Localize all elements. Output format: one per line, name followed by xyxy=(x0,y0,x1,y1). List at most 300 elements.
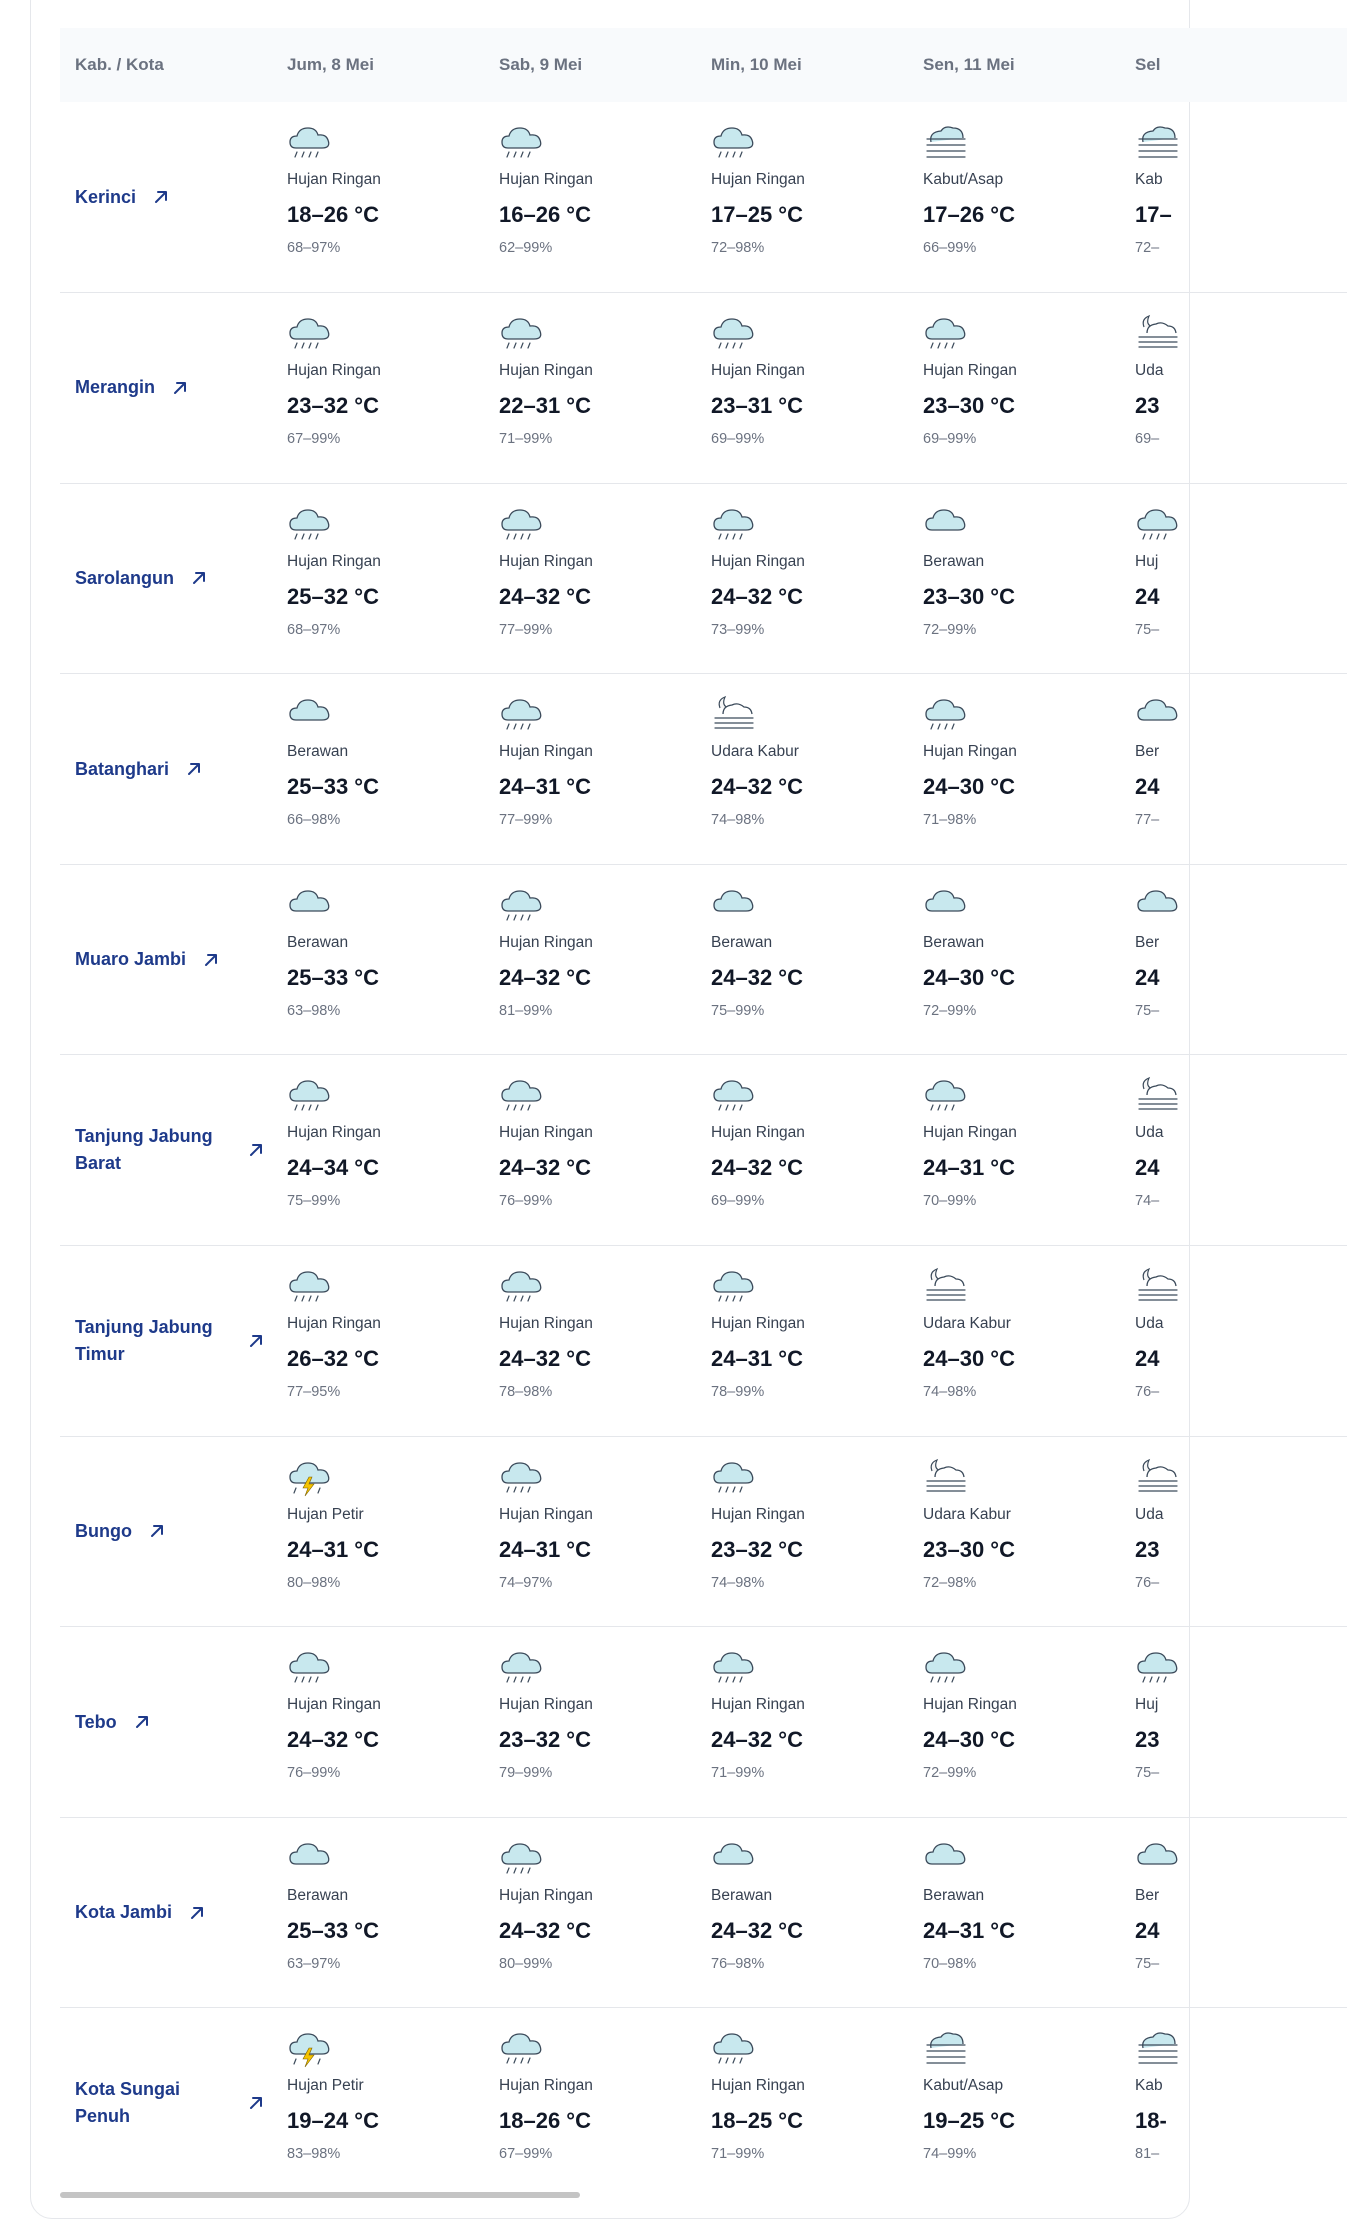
temperature-range: 24–32 °C xyxy=(711,583,803,609)
forecast-cell xyxy=(287,1627,499,1818)
city-cell xyxy=(60,1055,287,1246)
humidity-range: 69–99% xyxy=(711,431,765,448)
city-name: Tebo xyxy=(75,1711,117,1732)
forecast-cell xyxy=(499,1627,711,1818)
forecast-cell xyxy=(711,483,923,674)
condition-label: Kab xyxy=(1135,2077,1163,2095)
external-arrow-icon xyxy=(247,2094,265,2112)
condition-label: Hujan Ringan xyxy=(711,171,805,188)
humidity-range: 72–98% xyxy=(923,1574,977,1591)
temperature-range: 23 xyxy=(1135,1536,1160,1562)
temperature-range: 24–30 °C xyxy=(923,1727,1015,1753)
rain-icon xyxy=(711,313,923,353)
haze-icon xyxy=(1135,122,1347,162)
temperature-range: 23–30 °C xyxy=(923,583,1015,609)
humidity-range: 74–98% xyxy=(923,1384,977,1401)
forecast-cell xyxy=(499,102,711,293)
condition-label: Berawan xyxy=(923,1886,985,1904)
forecast-cell xyxy=(287,864,499,1055)
forecast-cell xyxy=(287,2008,499,2199)
forecast-cell xyxy=(923,483,1135,674)
temperature-range: 24–32 °C xyxy=(711,964,803,990)
rain-icon xyxy=(1135,1647,1347,1687)
condition-label: Kab xyxy=(1135,171,1163,188)
temperature-range: 18–26 °C xyxy=(499,2108,591,2134)
temperature-range: 23 xyxy=(1135,1727,1160,1753)
temperature-range: 17–25 °C xyxy=(711,202,803,227)
haze-icon xyxy=(923,2028,1135,2068)
condition-label: Uda xyxy=(1135,1124,1164,1142)
fog-night-icon xyxy=(1135,1266,1347,1306)
temperature-range: 24–31 °C xyxy=(287,1536,379,1562)
condition-label: Hujan Ringan xyxy=(499,1505,593,1523)
rain-icon xyxy=(711,1266,923,1306)
temperature-range: 23–32 °C xyxy=(499,1727,591,1753)
condition-label: Hujan Ringan xyxy=(711,1315,805,1333)
humidity-range: 70–99% xyxy=(923,1193,977,1210)
city-name: Tanjung Jabung Barat xyxy=(75,1126,213,1174)
rain-icon xyxy=(499,2028,711,2068)
forecast-cell xyxy=(923,2008,1135,2199)
condition-label: Hujan Petir xyxy=(287,2077,364,2095)
thunder-icon xyxy=(287,1457,499,1497)
forecast-cell xyxy=(499,1436,711,1627)
humidity-range: 74–98% xyxy=(711,1574,765,1591)
fog-night-icon xyxy=(923,1457,1135,1497)
header-day: Sab, 9 Mei xyxy=(499,55,583,74)
city-link[interactable] xyxy=(75,1899,265,1926)
temperature-range: 24–32 °C xyxy=(287,1727,379,1753)
condition-label: Berawan xyxy=(287,1886,349,1904)
humidity-range: 78–99% xyxy=(711,1384,765,1401)
forecast-cell xyxy=(1135,293,1347,484)
temperature-range: 23–31 °C xyxy=(711,393,803,419)
forecast-cell xyxy=(711,1817,923,2008)
city-link[interactable] xyxy=(75,374,265,401)
rain-icon xyxy=(287,122,499,162)
condition-label: Berawan xyxy=(711,933,773,951)
forecast-cell xyxy=(923,1055,1135,1246)
condition-label: Hujan Ringan xyxy=(499,2077,593,2095)
cloud-icon xyxy=(711,1838,923,1878)
city-name: Kota Sungai Penuh xyxy=(75,2079,181,2127)
temperature-range: 25–33 °C xyxy=(287,774,379,800)
city-link[interactable] xyxy=(75,2076,265,2130)
temperature-range: 17– xyxy=(1135,202,1172,227)
temperature-range: 24–31 °C xyxy=(923,1917,1015,1943)
condition-label: Ber xyxy=(1135,743,1160,761)
temperature-range: 23–30 °C xyxy=(923,393,1015,419)
humidity-range: 68–97% xyxy=(287,621,341,638)
forecast-cell xyxy=(499,2008,711,2199)
condition-label: Hujan Ringan xyxy=(499,1124,593,1142)
cloud-icon xyxy=(1135,694,1347,734)
city-link[interactable] xyxy=(75,184,265,211)
city-cell xyxy=(60,674,287,865)
temperature-range: 24 xyxy=(1135,1155,1160,1181)
forecast-cell xyxy=(499,1817,711,2008)
condition-label: Hujan Ringan xyxy=(499,1886,593,1904)
condition-label: Ber xyxy=(1135,933,1160,951)
condition-label: Hujan Ringan xyxy=(287,1696,381,1714)
fog-night-icon xyxy=(1135,1457,1347,1497)
humidity-range: 74– xyxy=(1135,1193,1160,1210)
cloud-icon xyxy=(923,1838,1135,1878)
external-arrow-icon xyxy=(247,1141,265,1159)
forecast-cell xyxy=(1135,1817,1347,2008)
temperature-range: 17–26 °C xyxy=(923,202,1015,227)
humidity-range: 77–99% xyxy=(499,812,553,829)
humidity-range: 79–99% xyxy=(499,1765,553,1782)
humidity-range: 67–99% xyxy=(287,431,341,448)
humidity-range: 69–99% xyxy=(711,1193,765,1210)
condition-label: Kabut/Asap xyxy=(923,2077,1004,2095)
temperature-range: 24 xyxy=(1135,583,1160,609)
table-header-row xyxy=(60,28,1347,102)
humidity-range: 81– xyxy=(1135,2146,1160,2163)
rain-icon xyxy=(711,504,923,544)
header-day: Sen, 11 Mei xyxy=(923,55,1015,74)
city-cell xyxy=(60,1436,287,1627)
rain-icon xyxy=(923,313,1135,353)
temperature-range: 24–31 °C xyxy=(711,1346,803,1372)
forecast-cell xyxy=(1135,864,1347,1055)
humidity-range: 74–98% xyxy=(711,812,765,829)
humidity-range: 73–99% xyxy=(711,621,765,638)
condition-label: Hujan Ringan xyxy=(923,1696,1017,1714)
header-day: Sel xyxy=(1135,55,1161,74)
humidity-range: 63–97% xyxy=(287,1955,341,1972)
condition-label: Hujan Ringan xyxy=(711,2077,805,2095)
rain-icon xyxy=(711,1647,923,1687)
forecast-cell xyxy=(711,293,923,484)
external-arrow-icon xyxy=(133,1713,151,1731)
humidity-range: 70–98% xyxy=(923,1955,977,1972)
condition-label: Hujan Ringan xyxy=(287,1315,381,1333)
forecast-table-viewport[interactable] xyxy=(60,28,1172,2188)
forecast-cell xyxy=(287,1436,499,1627)
cloud-icon xyxy=(1135,885,1347,925)
temperature-range: 26–32 °C xyxy=(287,1346,379,1372)
condition-label: Hujan Petir xyxy=(287,1505,364,1523)
cloud-icon xyxy=(287,885,499,925)
humidity-range: 75–99% xyxy=(711,1002,765,1019)
temperature-range: 25–32 °C xyxy=(287,583,379,609)
condition-label: Ber xyxy=(1135,1886,1160,1904)
forecast-cell xyxy=(711,674,923,865)
condition-label: Berawan xyxy=(923,933,985,951)
table-row xyxy=(60,864,1347,1055)
humidity-range: 81–99% xyxy=(499,1002,553,1019)
forecast-cell xyxy=(923,1246,1135,1437)
temperature-range: 25–33 °C xyxy=(287,1917,379,1943)
condition-label: Uda xyxy=(1135,1505,1164,1523)
forecast-cell xyxy=(711,864,923,1055)
condition-label: Hujan Ringan xyxy=(499,362,593,380)
thunder-icon xyxy=(287,2028,499,2068)
condition-label: Hujan Ringan xyxy=(711,1505,805,1523)
condition-label: Huj xyxy=(1135,552,1159,570)
condition-label: Hujan Ringan xyxy=(499,171,593,188)
rain-icon xyxy=(287,504,499,544)
humidity-range: 80–98% xyxy=(287,1574,341,1591)
rain-icon xyxy=(499,122,711,162)
forecast-cell xyxy=(287,1817,499,2008)
humidity-range: 71–98% xyxy=(923,812,977,829)
humidity-range: 77– xyxy=(1135,812,1160,829)
rain-icon xyxy=(711,122,923,162)
temperature-range: 18–26 °C xyxy=(287,202,379,227)
forecast-cell xyxy=(923,1817,1135,2008)
fog-night-icon xyxy=(711,694,923,734)
humidity-range: 72–99% xyxy=(923,621,977,638)
temperature-range: 24 xyxy=(1135,1346,1160,1372)
forecast-cell xyxy=(1135,1436,1347,1627)
table-row xyxy=(60,2008,1347,2199)
humidity-range: 71–99% xyxy=(711,2146,765,2163)
temperature-range: 23 xyxy=(1135,393,1160,419)
rain-icon xyxy=(499,1838,711,1878)
temperature-range: 24–30 °C xyxy=(923,964,1015,990)
rain-icon xyxy=(499,313,711,353)
condition-label: Udara Kabur xyxy=(923,1315,1011,1333)
forecast-cell xyxy=(923,1436,1135,1627)
city-link[interactable] xyxy=(75,756,265,783)
forecast-cell xyxy=(499,674,711,865)
header-day: Jum, 8 Mei xyxy=(287,55,374,74)
condition-label: Udara Kabur xyxy=(711,743,799,761)
city-link[interactable] xyxy=(75,1518,265,1545)
cloud-icon xyxy=(711,885,923,925)
cloud-icon xyxy=(923,504,1135,544)
forecast-cell xyxy=(711,1627,923,1818)
forecast-cell xyxy=(711,1055,923,1246)
horizontal-scrollbar[interactable] xyxy=(60,2192,580,2198)
temperature-range: 18- xyxy=(1135,2108,1167,2134)
humidity-range: 72– xyxy=(1135,240,1160,256)
city-name: Batanghari xyxy=(75,758,170,779)
rain-icon xyxy=(711,1457,923,1497)
forecast-cell xyxy=(499,864,711,1055)
table-row xyxy=(60,674,1347,865)
fog-night-icon xyxy=(1135,313,1347,353)
rain-icon xyxy=(711,2028,923,2068)
rain-icon xyxy=(1135,504,1347,544)
forecast-cell xyxy=(287,1055,499,1246)
temperature-range: 24–32 °C xyxy=(711,774,803,800)
external-arrow-icon xyxy=(171,379,189,397)
humidity-range: 76– xyxy=(1135,1574,1160,1591)
temperature-range: 23–30 °C xyxy=(923,1536,1015,1562)
table-row xyxy=(60,1055,1347,1246)
rain-icon xyxy=(499,1266,711,1306)
forecast-cell xyxy=(923,293,1135,484)
cloud-icon xyxy=(287,1838,499,1878)
humidity-range: 76–99% xyxy=(499,1193,553,1210)
condition-label: Berawan xyxy=(287,933,349,951)
humidity-range: 72–98% xyxy=(711,240,765,256)
condition-label: Hujan Ringan xyxy=(499,1696,593,1714)
condition-label: Uda xyxy=(1135,362,1164,380)
humidity-range: 74–97% xyxy=(499,1574,553,1591)
humidity-range: 76–99% xyxy=(287,1765,341,1782)
cloud-icon xyxy=(287,694,499,734)
temperature-range: 16–26 °C xyxy=(499,202,591,227)
forecast-cell xyxy=(923,1627,1135,1818)
forecast-cell xyxy=(1135,1246,1347,1437)
condition-label: Uda xyxy=(1135,1315,1164,1333)
humidity-range: 74–99% xyxy=(923,2146,977,2163)
humidity-range: 78–98% xyxy=(499,1384,553,1401)
forecast-cell xyxy=(499,293,711,484)
external-arrow-icon xyxy=(185,760,203,778)
city-cell xyxy=(60,1627,287,1818)
city-name: Kerinci xyxy=(75,186,137,207)
table-row xyxy=(60,1246,1347,1437)
rain-icon xyxy=(499,1075,711,1115)
city-link[interactable] xyxy=(75,1709,265,1736)
humidity-range: 76–98% xyxy=(711,1955,765,1972)
humidity-range: 77–95% xyxy=(287,1384,341,1401)
temperature-range: 24–32 °C xyxy=(711,1155,803,1181)
condition-label: Hujan Ringan xyxy=(499,743,593,761)
rain-icon xyxy=(287,1075,499,1115)
external-arrow-icon xyxy=(188,1904,206,1922)
forecast-cell xyxy=(923,102,1135,293)
condition-label: Hujan Ringan xyxy=(923,743,1017,761)
haze-icon xyxy=(923,122,1135,162)
rain-icon xyxy=(923,1075,1135,1115)
condition-label: Berawan xyxy=(923,552,985,570)
temperature-range: 24 xyxy=(1135,1917,1160,1943)
forecast-cell xyxy=(923,674,1135,865)
temperature-range: 24–31 °C xyxy=(499,774,591,800)
humidity-range: 71–99% xyxy=(499,431,553,448)
table-row xyxy=(60,293,1347,484)
condition-label: Hujan Ringan xyxy=(711,1696,805,1714)
forecast-cell xyxy=(1135,1055,1347,1246)
forecast-cell xyxy=(1135,483,1347,674)
temperature-range: 24–32 °C xyxy=(499,964,591,990)
table-row xyxy=(60,1817,1347,2008)
temperature-range: 24–32 °C xyxy=(499,1917,591,1943)
humidity-range: 77–99% xyxy=(499,621,553,638)
condition-label: Kabut/Asap xyxy=(923,171,1004,188)
rain-icon xyxy=(499,885,711,925)
humidity-range: 67–99% xyxy=(499,2146,553,2163)
forecast-cell xyxy=(1135,102,1347,293)
humidity-range: 68–97% xyxy=(287,240,341,256)
humidity-range: 75– xyxy=(1135,1955,1160,1972)
city-cell xyxy=(60,2008,287,2199)
condition-label: Hujan Ringan xyxy=(711,362,805,380)
external-arrow-icon xyxy=(152,188,170,206)
humidity-range: 75– xyxy=(1135,1765,1160,1782)
temperature-range: 22–31 °C xyxy=(499,393,591,419)
temperature-range: 24–32 °C xyxy=(499,583,591,609)
humidity-range: 62–99% xyxy=(499,240,553,256)
humidity-range: 69–99% xyxy=(923,431,977,448)
rain-icon xyxy=(287,1647,499,1687)
forecast-cell xyxy=(711,1246,923,1437)
humidity-range: 69– xyxy=(1135,431,1160,448)
forecast-cell xyxy=(499,483,711,674)
condition-label: Hujan Ringan xyxy=(287,362,381,380)
city-link[interactable] xyxy=(75,946,265,973)
city-cell xyxy=(60,864,287,1055)
temperature-range: 24–34 °C xyxy=(287,1155,379,1181)
temperature-range: 24–32 °C xyxy=(711,1727,803,1753)
temperature-range: 24 xyxy=(1135,964,1160,990)
temperature-range: 23–32 °C xyxy=(287,393,379,419)
condition-label: Hujan Ringan xyxy=(499,552,593,570)
external-arrow-icon xyxy=(190,569,208,587)
city-link[interactable] xyxy=(75,1123,265,1177)
rain-icon xyxy=(499,504,711,544)
condition-label: Hujan Ringan xyxy=(287,1124,381,1142)
condition-label: Hujan Ringan xyxy=(711,1124,805,1142)
forecast-cell xyxy=(287,102,499,293)
temperature-range: 24–31 °C xyxy=(923,1155,1015,1181)
table-row xyxy=(60,483,1347,674)
city-link[interactable] xyxy=(75,565,265,592)
table-row xyxy=(60,102,1347,293)
humidity-range: 63–98% xyxy=(287,1002,341,1019)
temperature-range: 19–24 °C xyxy=(287,2108,379,2134)
fog-night-icon xyxy=(1135,1075,1347,1115)
condition-label: Hujan Ringan xyxy=(923,1124,1017,1142)
rain-icon xyxy=(499,1647,711,1687)
table-row xyxy=(60,1436,1347,1627)
condition-label: Hujan Ringan xyxy=(923,362,1017,380)
condition-label: Berawan xyxy=(287,743,349,761)
rain-icon xyxy=(499,694,711,734)
forecast-cell xyxy=(1135,2008,1347,2199)
condition-label: Hujan Ringan xyxy=(287,552,381,570)
forecast-cell xyxy=(499,1055,711,1246)
temperature-range: 24–32 °C xyxy=(499,1346,591,1372)
city-name: Merangin xyxy=(75,377,156,398)
temperature-range: 24–30 °C xyxy=(923,774,1015,800)
rain-icon xyxy=(499,1457,711,1497)
forecast-cell xyxy=(499,1246,711,1437)
temperature-range: 24 xyxy=(1135,774,1160,800)
forecast-cell xyxy=(923,864,1135,1055)
humidity-range: 66–98% xyxy=(287,812,341,829)
temperature-range: 19–25 °C xyxy=(923,2108,1015,2134)
city-cell xyxy=(60,293,287,484)
city-name: Bungo xyxy=(75,1520,132,1541)
condition-label: Berawan xyxy=(711,1886,773,1904)
humidity-range: 72–99% xyxy=(923,1765,977,1782)
city-cell xyxy=(60,1817,287,2008)
condition-label: Hujan Ringan xyxy=(711,552,805,570)
temperature-range: 18–25 °C xyxy=(711,2108,803,2134)
humidity-range: 75– xyxy=(1135,1002,1160,1019)
forecast-cell xyxy=(287,483,499,674)
city-link[interactable] xyxy=(75,1314,265,1368)
forecast-cell xyxy=(287,674,499,865)
temperature-range: 24–31 °C xyxy=(499,1536,591,1562)
humidity-range: 76– xyxy=(1135,1384,1160,1401)
temperature-range: 24–30 °C xyxy=(923,1346,1015,1372)
city-name: Kota Jambi xyxy=(75,1902,173,1923)
forecast-cell xyxy=(287,1246,499,1437)
condition-label: Hujan Ringan xyxy=(287,171,381,188)
city-cell xyxy=(60,1246,287,1437)
rain-icon xyxy=(923,1647,1135,1687)
header-city: Kab. / Kota xyxy=(75,55,164,74)
